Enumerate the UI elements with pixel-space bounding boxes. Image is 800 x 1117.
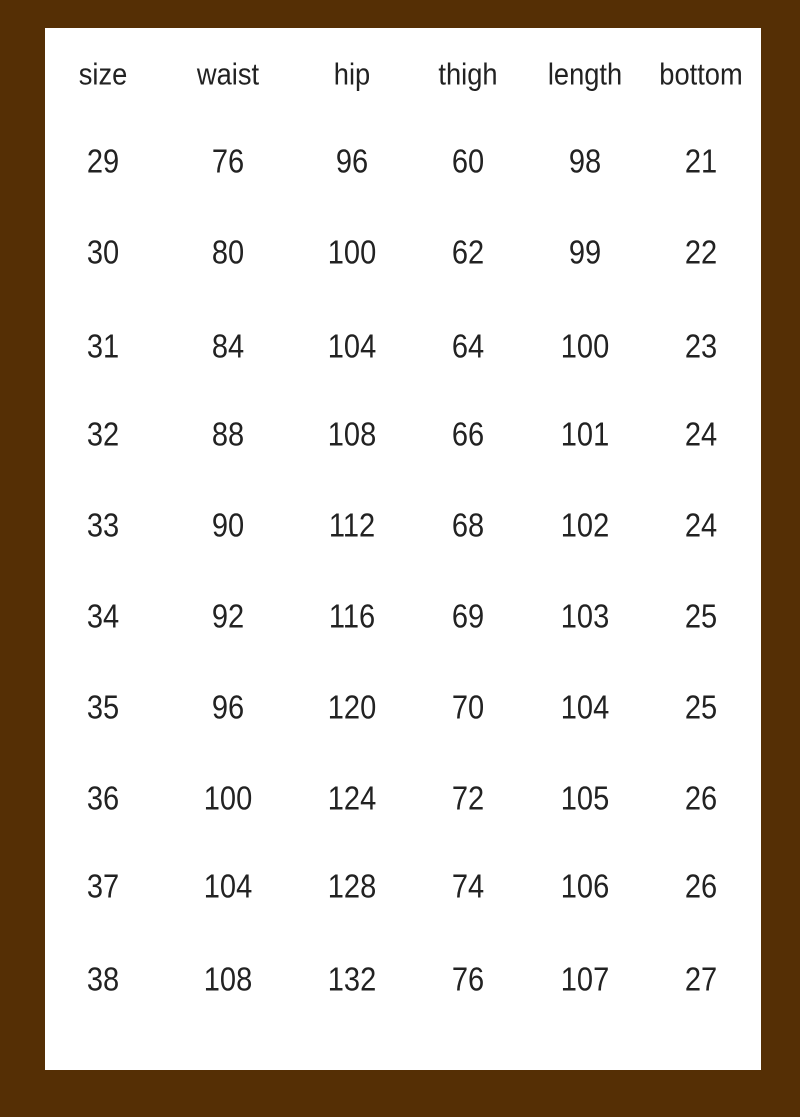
- table-cell-waist-text: 108: [203, 960, 253, 998]
- table-cell-hip-text: 96: [335, 142, 369, 180]
- table-cell-bottom-text: 23: [684, 327, 718, 365]
- table-cell-thigh-text: 76: [451, 960, 485, 998]
- table-cell-thigh: [450, 233, 487, 271]
- table-cell-size: [85, 597, 122, 635]
- table-cell-length-text: 101: [560, 415, 610, 453]
- table-cell-hip: [324, 688, 379, 726]
- table-cell-bottom: [683, 960, 720, 998]
- table-cell-thigh-text: 64: [451, 327, 485, 365]
- table-cell-size-text: 32: [86, 415, 120, 453]
- table-cell-size: [85, 233, 122, 271]
- table-cell-length-text: 105: [560, 779, 610, 817]
- table-cell-size-text: 29: [86, 142, 120, 180]
- table-cell-waist: [210, 415, 247, 453]
- table-cell-bottom-text: 26: [684, 779, 718, 817]
- table-cell-hip-text: 124: [327, 779, 377, 817]
- table-cell-hip: [324, 327, 379, 365]
- column-header-hip-text: hip: [333, 56, 371, 92]
- table-cell-thigh-text: 74: [451, 867, 485, 905]
- table-cell-bottom: [683, 327, 720, 365]
- column-header-hip: [331, 56, 372, 92]
- table-cell-bottom-text: 25: [684, 597, 718, 635]
- table-cell-hip: [324, 779, 379, 817]
- table-cell-thigh: [450, 867, 487, 905]
- table-cell-thigh: [450, 688, 487, 726]
- table-cell-thigh-text: 69: [451, 597, 485, 635]
- table-cell-hip-text: 128: [327, 867, 377, 905]
- table-cell-length: [567, 142, 604, 180]
- table-cell-size-text: 31: [86, 327, 120, 365]
- table-cell-hip: [324, 960, 379, 998]
- table-cell-length-text: 103: [560, 597, 610, 635]
- table-cell-length-text: 107: [560, 960, 610, 998]
- size-chart: [45, 28, 761, 1070]
- column-header-length-text: length: [547, 56, 623, 92]
- table-cell-thigh: [450, 779, 487, 817]
- table-cell-waist: [200, 779, 255, 817]
- column-header-thigh: [434, 56, 501, 92]
- table-cell-thigh-text: 68: [451, 506, 485, 544]
- table-cell-bottom-text: 24: [684, 506, 718, 544]
- table-cell-length-text: 102: [560, 506, 610, 544]
- table-cell-thigh: [450, 142, 487, 180]
- column-header-waist-text: waist: [196, 56, 260, 92]
- table-cell-length: [557, 327, 612, 365]
- table-cell-length-text: 100: [560, 327, 610, 365]
- table-cell-thigh-text: 72: [451, 779, 485, 817]
- table-cell-hip: [324, 415, 379, 453]
- table-cell-bottom: [683, 506, 720, 544]
- column-header-bottom: [654, 56, 749, 92]
- table-cell-length: [557, 688, 612, 726]
- table-cell-size: [85, 142, 122, 180]
- table-cell-waist-text: 84: [211, 327, 245, 365]
- table-cell-bottom-text: 26: [684, 867, 718, 905]
- table-cell-length: [557, 415, 612, 453]
- table-cell-length: [557, 867, 612, 905]
- table-cell-hip-text: 104: [327, 327, 377, 365]
- table-cell-hip-text: 100: [327, 233, 377, 271]
- column-header-size: [75, 56, 130, 92]
- table-cell-bottom-text: 22: [684, 233, 718, 271]
- table-cell-waist-text: 88: [211, 415, 245, 453]
- table-cell-bottom: [683, 415, 720, 453]
- column-header-thigh-text: thigh: [438, 56, 498, 92]
- table-cell-waist: [210, 688, 247, 726]
- table-cell-length: [557, 960, 612, 998]
- table-cell-size-text: 38: [86, 960, 120, 998]
- table-cell-size: [85, 688, 122, 726]
- table-cell-hip-text: 120: [327, 688, 377, 726]
- table-cell-waist-text: 80: [211, 233, 245, 271]
- table-cell-waist: [210, 327, 247, 365]
- table-cell-bottom-text: 25: [684, 688, 718, 726]
- table-cell-length: [557, 779, 612, 817]
- table-cell-thigh-text: 70: [451, 688, 485, 726]
- table-cell-length-text: 99: [568, 233, 602, 271]
- table-cell-thigh: [450, 327, 487, 365]
- table-cell-waist-text: 90: [211, 506, 245, 544]
- table-cell-waist: [200, 960, 255, 998]
- table-cell-thigh: [450, 415, 487, 453]
- table-cell-bottom-text: 24: [684, 415, 718, 453]
- column-header-waist: [193, 56, 264, 92]
- table-cell-thigh: [450, 597, 487, 635]
- column-header-length: [543, 56, 627, 92]
- table-cell-waist: [210, 142, 247, 180]
- column-header-size-text: size: [78, 56, 128, 92]
- table-cell-waist-text: 96: [211, 688, 245, 726]
- table-cell-size-text: 33: [86, 506, 120, 544]
- table-cell-length-text: 106: [560, 867, 610, 905]
- table-cell-waist-text: 92: [211, 597, 245, 635]
- table-cell-size: [85, 960, 122, 998]
- table-cell-size-text: 34: [86, 597, 120, 635]
- table-cell-length: [557, 506, 612, 544]
- table-cell-hip-text: 108: [327, 415, 377, 453]
- table-cell-waist-text: 104: [203, 867, 253, 905]
- table-cell-hip-text: 132: [327, 960, 377, 998]
- table-cell-length-text: 98: [568, 142, 602, 180]
- table-cell-hip-text: 116: [328, 597, 376, 635]
- table-cell-length: [567, 233, 604, 271]
- table-cell-bottom: [683, 779, 720, 817]
- table-cell-bottom: [683, 233, 720, 271]
- table-cell-bottom: [683, 142, 720, 180]
- table-cell-hip: [334, 142, 371, 180]
- table-cell-thigh-text: 62: [451, 233, 485, 271]
- table-cell-bottom: [683, 597, 720, 635]
- table-cell-hip-text: 112: [328, 506, 376, 544]
- table-cell-length-text: 104: [560, 688, 610, 726]
- table-cell-bottom-text: 27: [684, 960, 718, 998]
- table-cell-size-text: 36: [86, 779, 120, 817]
- table-cell-bottom-text: 21: [684, 142, 718, 180]
- table-cell-thigh-text: 60: [451, 142, 485, 180]
- table-cell-waist-text: 100: [203, 779, 253, 817]
- table-cell-size: [85, 867, 122, 905]
- table-cell-hip: [324, 867, 379, 905]
- table-cell-hip: [326, 506, 379, 544]
- table-cell-size-text: 37: [86, 867, 120, 905]
- table-cell-waist-text: 76: [211, 142, 245, 180]
- table-cell-size-text: 35: [86, 688, 120, 726]
- column-header-bottom-text: bottom: [659, 56, 743, 92]
- table-cell-size: [85, 506, 122, 544]
- table-cell-thigh: [450, 506, 487, 544]
- table-cell-size: [85, 779, 122, 817]
- table-cell-thigh: [450, 960, 487, 998]
- table-cell-size: [85, 327, 122, 365]
- table-cell-waist: [210, 506, 247, 544]
- table-cell-bottom: [683, 867, 720, 905]
- table-cell-waist: [210, 597, 247, 635]
- table-cell-bottom: [683, 688, 720, 726]
- table-cell-hip: [324, 233, 379, 271]
- table-cell-thigh-text: 66: [451, 415, 485, 453]
- table-cell-waist: [200, 867, 255, 905]
- table-cell-waist: [210, 233, 247, 271]
- table-cell-size: [85, 415, 122, 453]
- table-cell-length: [557, 597, 612, 635]
- table-cell-hip: [326, 597, 379, 635]
- table-cell-size-text: 30: [86, 233, 120, 271]
